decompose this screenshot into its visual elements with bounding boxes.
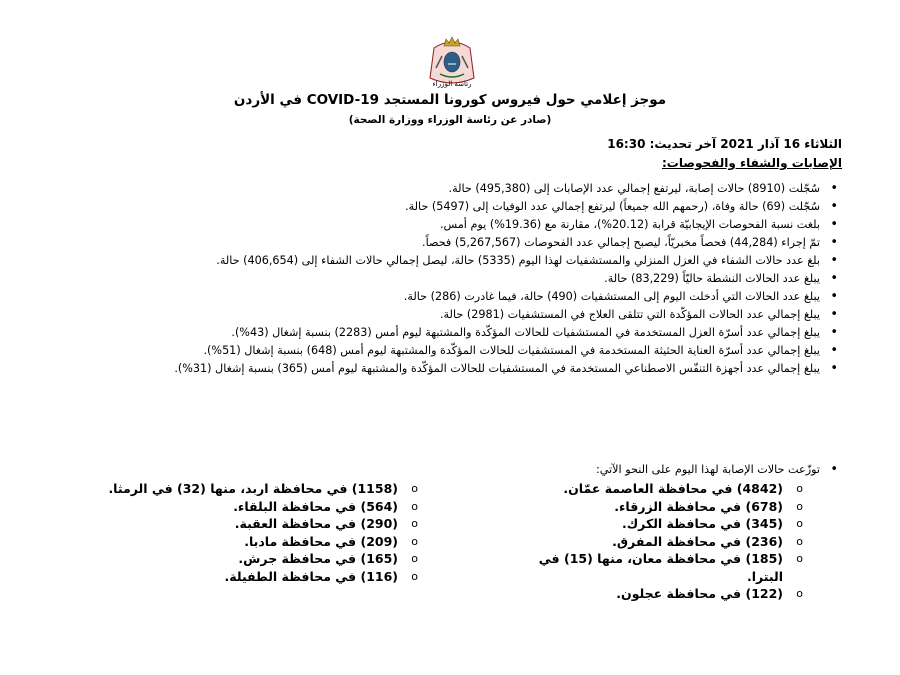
list-item: • يبلغ عدد الحالات النشطة حاليّاً (83,229) حالة. — [52, 270, 842, 287]
page-subtitle: (صادر عن رئاسة الوزراء ووزارة الصحة) — [348, 114, 552, 126]
list-item: o (4842) في محافظة العاصمة عمّان. — [505, 480, 805, 498]
list-item: • سُجّلت (8910) حالات إصابة، ليرتفع إجمالي عدد الإصابات إلى (495,380) حالة. — [52, 180, 842, 197]
list-item: • بلغت نسبة الفحوصات الإيجابيّة قرابة (20.12%)، مقارنة مع (19.36%) يوم أمس. — [52, 216, 842, 233]
page-title: موجز إعلامي حول فيروس كورونا المستجد COVID-19 في الأردن — [233, 92, 667, 108]
list-item: • يبلغ إجمالي عدد أسرّة العزل المستخدمة في المستشفيات للحالات المؤكّدة والمشتبهة ليوم أمس (2283) بنسبة إشغال (43%). — [52, 324, 842, 341]
list-item: o (678) في محافظة الزرقاء. — [505, 498, 805, 516]
list-item: • تمّ إجراء (44,284) فحصاً مخبريّاً، ليصبح إجمالي عدد الفحوصات (5,267,567) فحصاً. — [52, 234, 842, 251]
list-item: o (122) في محافظة عجلون. — [505, 585, 805, 603]
list-item: • سُجّلت (69) حالة وفاة، (رحمهم الله جميعاً) ليرتفع إجمالي عدد الوفيات إلى (5497) حالة. — [52, 198, 842, 215]
stats-list — [52, 180, 842, 378]
distribution-list-right — [505, 480, 805, 603]
emblem-caption: رئاسة الوزراء — [432, 80, 472, 88]
date-line: الثلاثاء 16 آذار 2021 آخر تحديث: 16:30 — [607, 137, 842, 151]
list-item: o (345) في محافظة الكرك. — [505, 515, 805, 533]
list-item: • يبلغ إجمالي عدد أجهزة التنفّس الاصطناعي المستخدمة في المستشفيات للحالات المؤكّدة والمشتبهة ليوم أمس (365) بنسبة إشغال (31%). — [52, 360, 842, 377]
list-item: o (290) في محافظة العقبة. — [40, 515, 420, 533]
list-item: • يبلغ إجمالي عدد الحالات المؤكّدة التي تتلقى العلاج في المستشفيات (2981) حالة. — [52, 306, 842, 323]
distribution-list-left — [40, 480, 420, 585]
list-item: o (236) في محافظة المفرق. — [505, 533, 805, 551]
list-item: o (116) في محافظة الطفيلة. — [40, 568, 420, 586]
section-heading: الإصابات والشفاء والفحوصات: — [662, 156, 842, 170]
list-item: • بلغ عدد حالات الشفاء في العزل المنزلي والمستشفيات لهذا اليوم (5335) حالة، ليصل إجمالي حالات الشفاء إلى (406,654) حالة. — [52, 252, 842, 269]
list-item: • يبلغ إجمالي عدد أسرّة العناية الحثيثة المستخدمة في المستشفيات للحالات المؤكّدة والمشتبهة ليوم أمس (648) بنسبة إشغال (51%). — [52, 342, 842, 359]
list-item: o (165) في محافظة جرش. — [40, 550, 420, 568]
list-item: o (209) في محافظة مادبا. — [40, 533, 420, 551]
list-item: o (1158) في محافظة اربد، منها (32) في الرمثا. — [40, 480, 420, 498]
list-item: o (185) في محافظة معان، منها (15) في البترا. — [505, 550, 805, 585]
list-item: • يبلغ عدد الحالات التي أدخلت اليوم إلى المستشفيات (490) حالة، فيما غادرت (286) حالة. — [52, 288, 842, 305]
distribution-intro: • توزّعت حالات الإصابة لهذا اليوم على النحو الآتي: — [596, 463, 842, 476]
list-item: o (564) في محافظة البلقاء. — [40, 498, 420, 516]
